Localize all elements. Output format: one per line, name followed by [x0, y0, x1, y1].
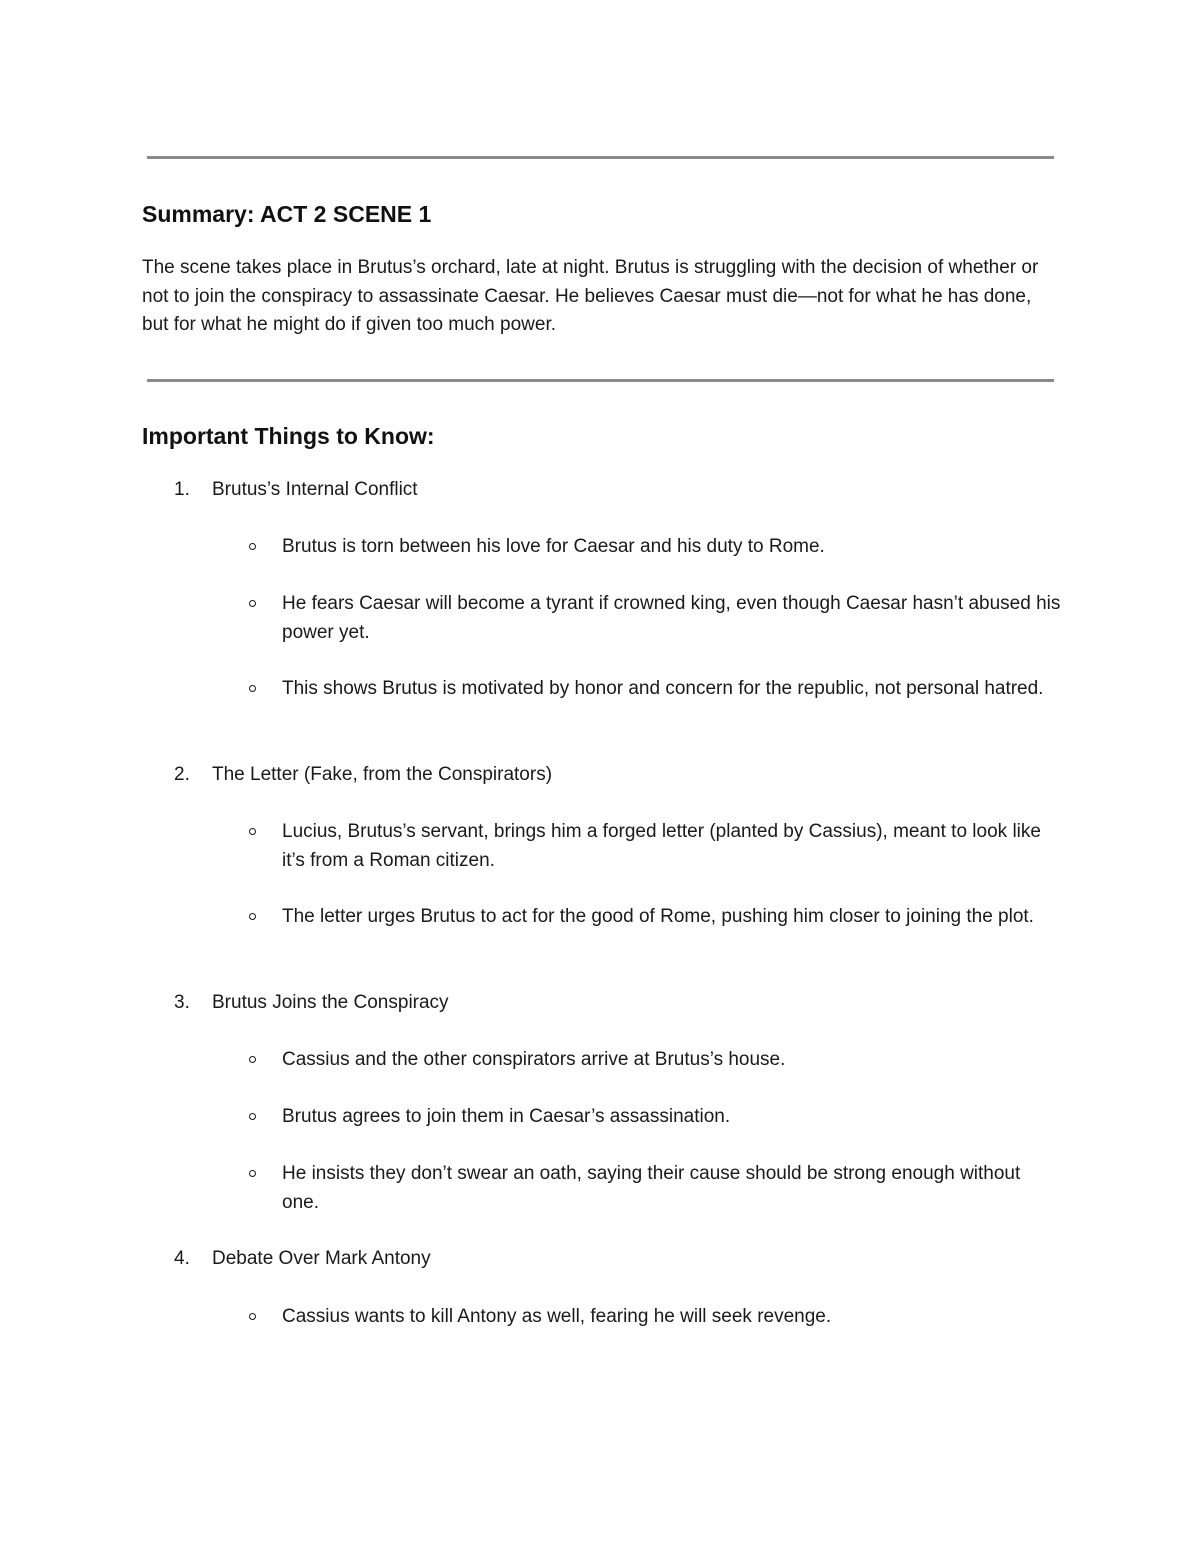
list-item-title: The Letter (Fake, from the Conspirators)	[212, 764, 553, 785]
list-item-title: Brutus’s Internal Conflict	[212, 479, 418, 500]
list-item-number: 4.	[174, 1248, 190, 1269]
horizontal-rule-top	[147, 156, 1054, 159]
list-item-number: 2.	[174, 764, 190, 785]
sub-bullet-text: Cassius wants to kill Antony as well, fearing he will seek revenge.	[282, 1306, 832, 1327]
list-item-number: 1.	[174, 479, 190, 500]
summary-paragraph: The scene takes place in Brutus’s orchard, late at night. Brutus is struggling with the decision of whether or not to join the conspiracy to assassinate Caesar. He believes Caesar must die—not for what he has done, but for what he might do if given too much power.	[142, 257, 1039, 335]
horizontal-rule-middle	[147, 379, 1054, 382]
summary-heading: Summary: ACT 2 SCENE 1	[142, 201, 432, 227]
sub-bullet-text: The letter urges Brutus to act for the good of Rome, pushing him closer to joining the plot.	[282, 906, 1034, 927]
list-item-title: Brutus Joins the Conspiracy	[212, 992, 449, 1013]
hollow-bullet-icon	[249, 1170, 256, 1177]
hollow-bullet-icon	[249, 543, 256, 550]
hollow-bullet-icon	[249, 600, 256, 607]
sub-bullet-text: He fears Caesar will become a tyrant if crowned king, even though Caesar hasn’t abused his power yet.	[282, 593, 1061, 643]
sub-bullet-text: Cassius and the other conspirators arrive at Brutus’s house.	[282, 1049, 786, 1070]
list-item-number: 3.	[174, 992, 190, 1013]
hollow-bullet-icon	[249, 828, 256, 835]
hollow-bullet-icon	[249, 685, 256, 692]
hollow-bullet-icon	[249, 1113, 256, 1120]
important-heading: Important Things to Know:	[142, 423, 435, 449]
hollow-bullet-icon	[249, 913, 256, 920]
sub-bullet-text: Brutus is torn between his love for Caesar and his duty to Rome.	[282, 536, 825, 557]
sub-bullet-text: Lucius, Brutus’s servant, brings him a forged letter (planted by Cassius), meant to look like it’s from a Roman citizen.	[282, 821, 1041, 871]
sub-bullet-text: He insists they don’t swear an oath, saying their cause should be strong enough without one.	[282, 1163, 1021, 1213]
list-item-title: Debate Over Mark Antony	[212, 1248, 431, 1269]
sub-bullet-text: This shows Brutus is motivated by honor and concern for the republic, not personal hatred.	[282, 678, 1044, 699]
hollow-bullet-icon	[249, 1056, 256, 1063]
hollow-bullet-icon	[249, 1313, 256, 1320]
sub-bullet-text: Brutus agrees to join them in Caesar’s assassination.	[282, 1106, 731, 1127]
